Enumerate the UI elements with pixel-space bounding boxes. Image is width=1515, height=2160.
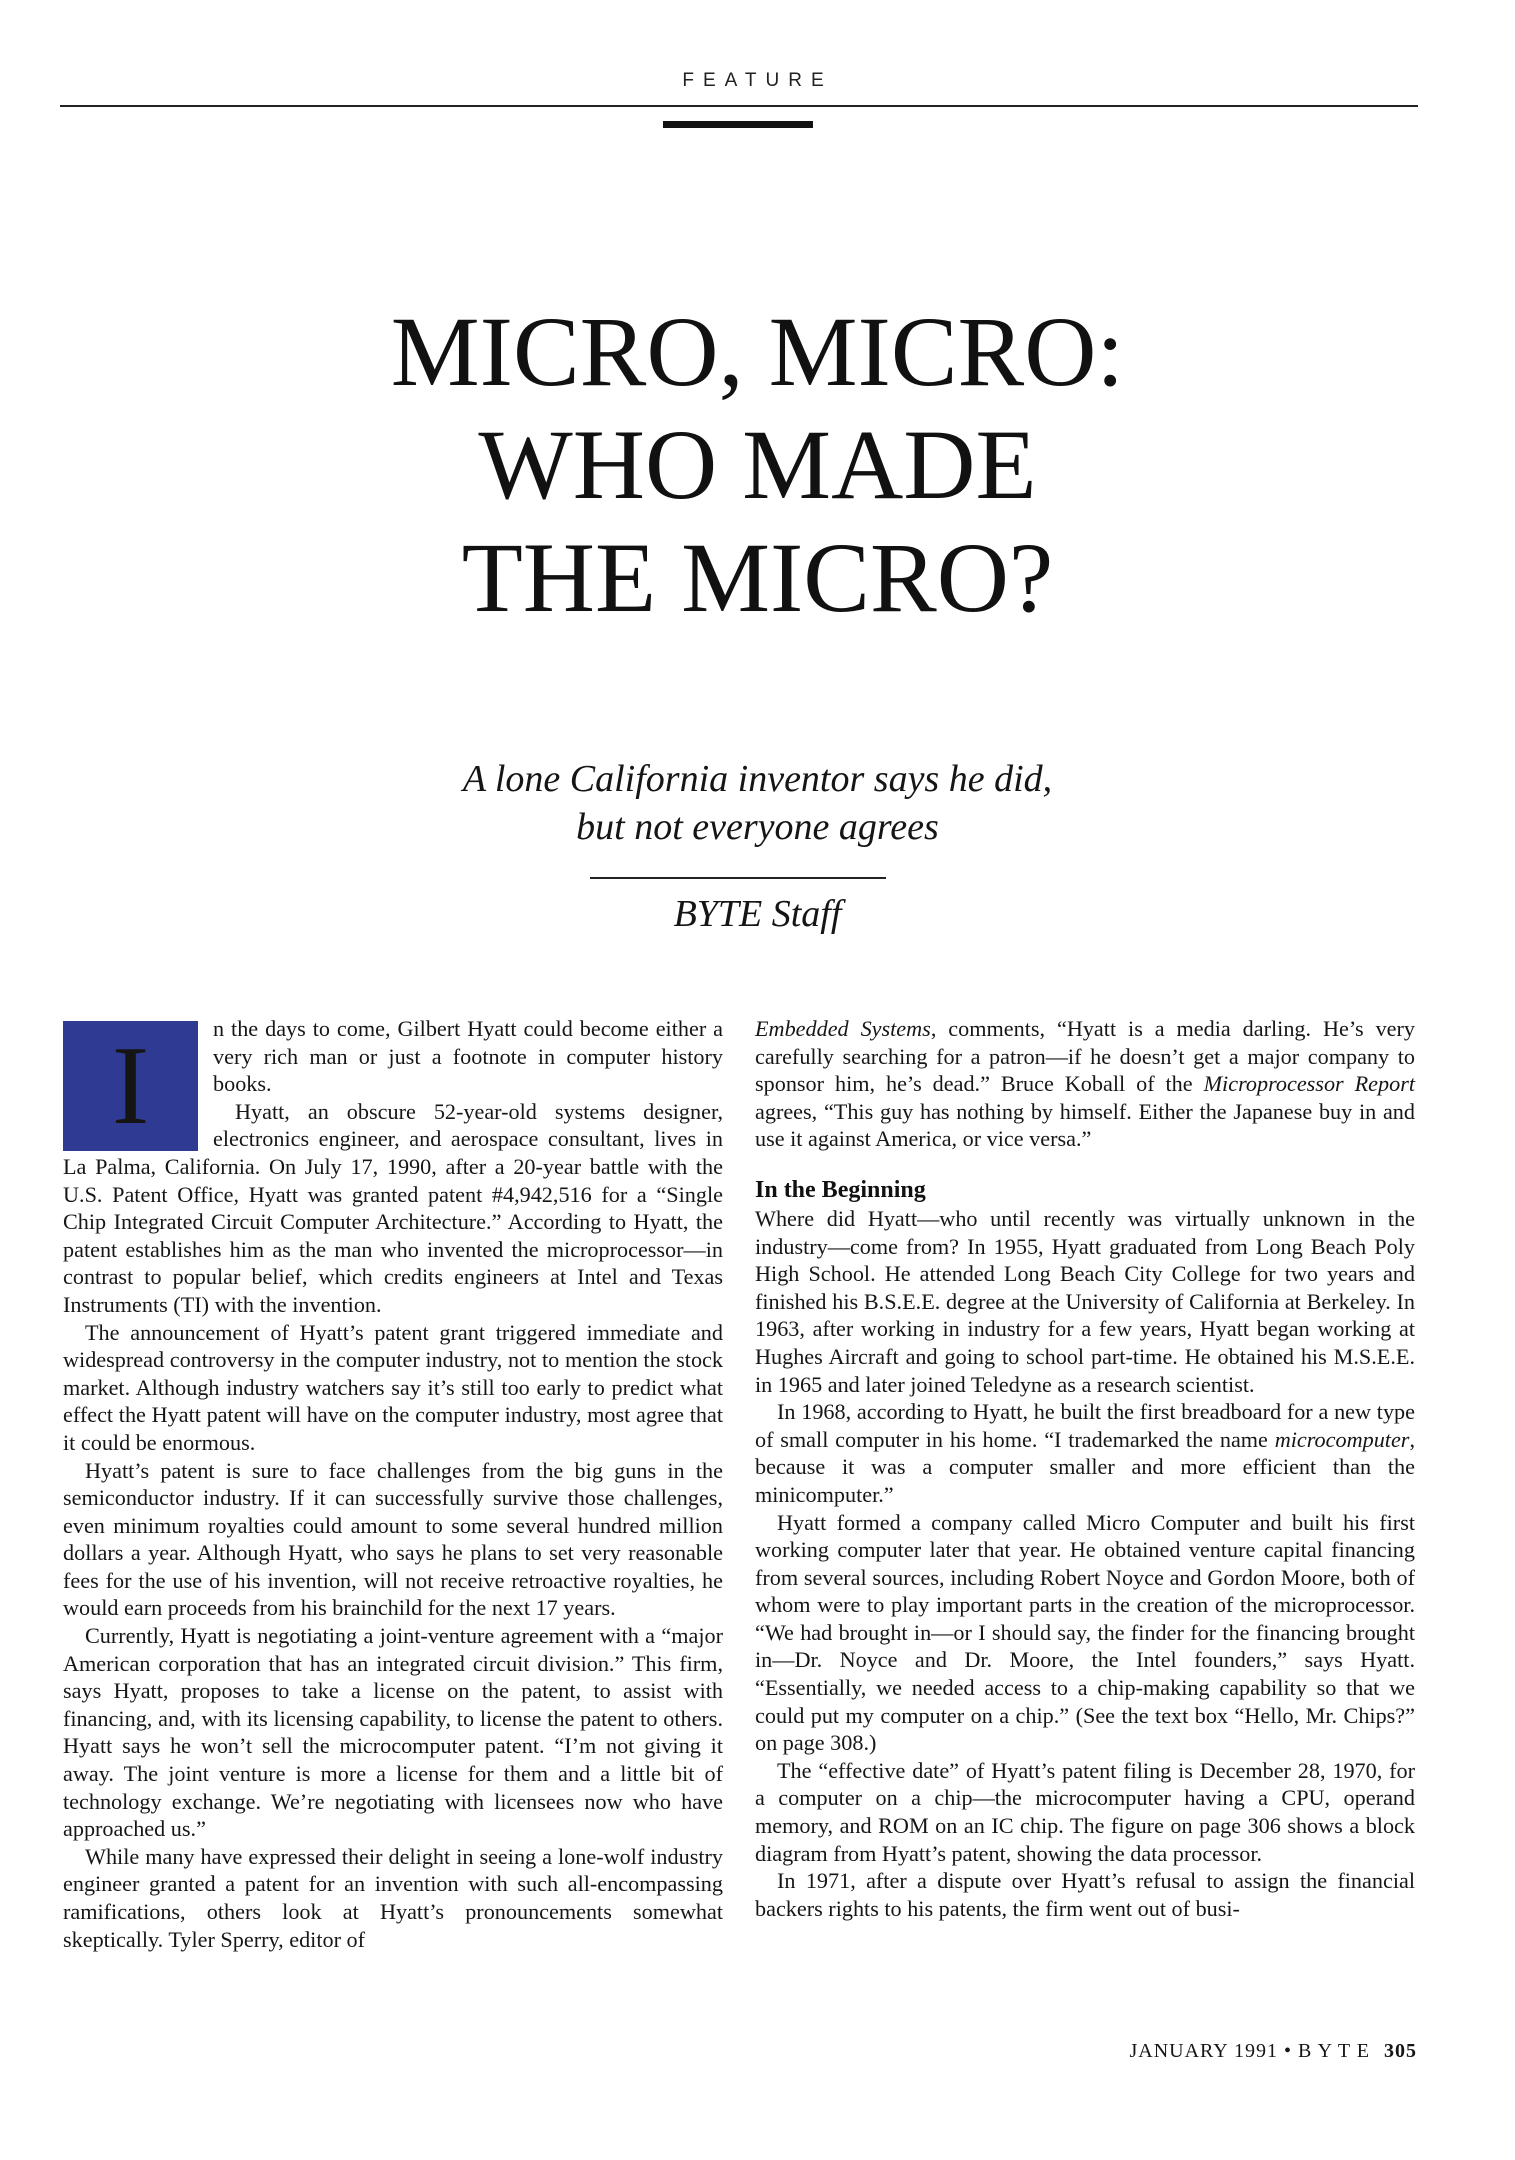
paragraph: The announcement of Hyatt’s patent grant triggered immediate and widespread controversy in the computer industry, not to mention the stock market. Although industry watchers say it’s still too early to predict what effect the Hyatt patent will have on the computer industry, most agree that it could be enormous. (63, 1319, 723, 1455)
paragraph (755, 1015, 1415, 1153)
publication-name: Embedded Systems (755, 1016, 931, 1041)
paragraph: Hyatt, an obscure 52-year-old systems designer, electronics engineer, and aerospace consultant, lives in La Palma, California. On July 17, 1990, after a 20-year battle with the U.S. Patent Office, Hyatt was granted patent #4,942,516 for a “Single Chip Integrated Circuit Computer Architecture.” According to Hyatt, the patent establishes him as the man who invented the microprocessor—in contrast to popular belief, which credits engineers at Intel and Texas Instruments (TI) with the invention. (63, 1098, 723, 1317)
headline-line-3: THE MICRO? (461, 522, 1054, 633)
byline: BYTE Staff (673, 893, 842, 935)
paragraph: Hyatt formed a company called Micro Computer and built his first working computer later that year. He obtained venture capital financing from several sources, including Robert Noyce and Gordon Moore, both of whom were to play important parts in the creation of the microprocessor. “We had brought in—or I should say, the finder for the financing brought in—Dr. Noyce and Dr. Moore, the Intel founders,” says Hyatt. “Essentially, we needed access to a chip-making capability so that we could put my computer on a chip.” (See the text box “Hello, Mr. Chips?” on page 308.) (755, 1509, 1415, 1756)
drop-cap-letter: I (111, 1024, 150, 1148)
paragraph: Currently, Hyatt is negotiating a joint-venture agreement with a “major American corporation that has an integrated circuit division.” This firm, says Hyatt, proposes to take a license on the patent, to assist with financing, and, with its licensing capability, to license the patent to others. Hyatt says he won’t sell the microcomputer patent. “I’m not giving it away. The joint venture is more a license for them and a little bit of technology exchange. We’re negotiating with licensees now who have approached us.” (63, 1623, 723, 1842)
paragraph: n the days to come, Gilbert Hyatt could become either a very rich man or just a footnote in computer history books. (213, 1016, 723, 1097)
drop-cap (63, 1021, 198, 1151)
paragraph: While many have expressed their delight in seeing a lone-wolf industry engineer granted a patent for an invention with such all-encompassing ramifications, others look at Hyatt’s pronouncements somewhat skeptically. Tyler Sperry, editor of (63, 1843, 723, 1952)
paragraph (755, 1398, 1415, 1508)
article-headline (0, 295, 1515, 634)
headline-line-1: MICRO, MICRO: (390, 296, 1125, 407)
text-run: agrees, “This guy has nothing by himself. Either the Japanese buy in and use it against America, or vice versa.” (755, 1098, 1415, 1152)
page-number: 305 (1384, 2040, 1417, 2062)
body-column-right (755, 1015, 1415, 1922)
section-label: FEATURE (682, 70, 833, 91)
article-deck (0, 755, 1515, 851)
deck-line-1: A lone California inventor says he did, (462, 758, 1053, 800)
text-run: , because it was a computer smaller and more efficient than the minicomputer.” (755, 1426, 1415, 1507)
paragraph: In 1971, after a dispute over Hyatt’s refusal to assign the financial backers rights to his patents, the firm went out of busi- (755, 1868, 1415, 1921)
header-accent-bar (663, 121, 813, 128)
paragraph: Hyatt’s patent is sure to face challenges from the big guns in the semiconductor industry. If it can successfully survive those challenges, even minimum royalties could amount to some several hundred million dollars a year. Although Hyatt, who says he plans to set very reasonable fees for the use of his invention, will not receive retroactive royalties, he would earn proceeds from his brainchild for the next 17 years. (63, 1457, 723, 1621)
headline-line-2: WHO MADE (478, 409, 1037, 520)
text-run: In 1968, according to Hyatt, he built the first breadboard for a new type of small computer in his home. “I trademarked the name (755, 1399, 1415, 1452)
page-footer (1129, 2040, 1417, 2063)
byline-rule (590, 877, 886, 879)
publication-name: Microprocessor Report (1203, 1071, 1415, 1097)
paragraph: Where did Hyatt—who until recently was virtually unknown in the industry—come from? In 1955, Hyatt graduated from Long Beach Poly High School. He attended Long Beach City College for two years and finished his B.S.E.E. degree at the University of California at Berkeley. In 1963, after working in industry for a few years, Hyatt began working at Hughes Aircraft and going to school part-time. He obtained his M.S.E.E. in 1965 and later joined Teledyne as a research scientist. (755, 1205, 1415, 1397)
body-column-left (63, 1015, 723, 1953)
emphasized-term: microcomputer (1274, 1426, 1410, 1452)
deck-line-2: but not everyone agrees (576, 806, 939, 848)
text-run: , comments, “Hyatt is a media darling. He’s very carefully searching for a patron—if he doesn’t get a major company to sponsor him, he’s dead.” Bruce Koball of the (755, 1016, 1415, 1097)
issue-line: JANUARY 1991 • B Y T E (1129, 2040, 1370, 2062)
header-rule (60, 105, 1418, 107)
section-heading: In the Beginning (755, 1176, 926, 1203)
paragraph: The “effective date” of Hyatt’s patent filing is December 28, 1970, for a computer on a chip—the microcomputer having a CPU, operand memory, and ROM on an IC chip. The figure on page 306 shows a block diagram from Hyatt’s patent, showing the data processor. (755, 1757, 1415, 1866)
